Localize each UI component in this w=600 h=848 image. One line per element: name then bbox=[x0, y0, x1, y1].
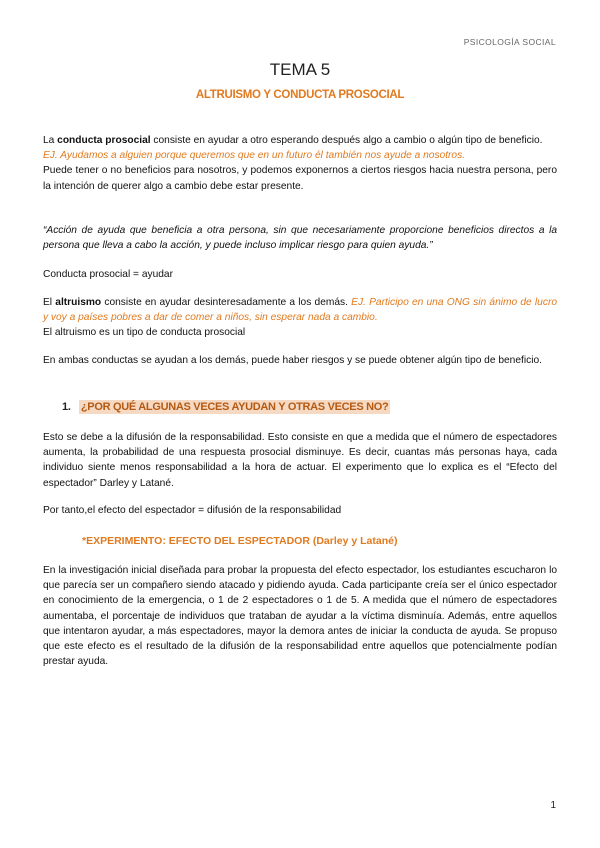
section-number: 1. bbox=[62, 401, 71, 413]
page-number: 1 bbox=[550, 800, 556, 811]
equation-conducta-prosocial: Conducta prosocial = ayudar bbox=[43, 269, 173, 280]
page-subtitle: ALTRUISMO Y CONDUCTA PROSOCIAL bbox=[195, 89, 405, 101]
equation-efecto-espectador: Por tanto,el efecto del espectador = difusión de la responsabilidad bbox=[43, 505, 342, 516]
page-title: TEMA 5 bbox=[269, 60, 331, 79]
paragraph-ambas-conductas: En ambas conductas se ayudan a los demás, puede haber riesgos y se puede obtener algún tipo de beneficio. bbox=[43, 355, 542, 366]
p1-post: consiste en ayudar a otro esperando después algo a cambio o algún tipo de beneficio. bbox=[150, 135, 543, 146]
definition-quote: “Acción de ayuda que beneficia a otra persona, sin que necesariamente proporcione beneficios directos a la persona que lleva a cabo la acción, y puede incluso implicar riesgo para quien ayuda.” bbox=[43, 225, 557, 252]
p3-pre: El bbox=[43, 297, 56, 308]
term-conducta-prosocial: conducta prosocial bbox=[57, 135, 151, 146]
paragraph-beneficios: Puede tener o no beneficios para nosotros, y podemos exponernos a ciertos riesgos hacia nuestra persona, pero la intención de querer algo a cambio debe estar presente. bbox=[43, 165, 557, 192]
paragraph-conducta-prosocial bbox=[43, 133, 557, 194]
section-heading-1 bbox=[62, 401, 390, 413]
paragraph-altruismo-tipo: El altruismo es un tipo de conducta prosocial bbox=[43, 327, 246, 339]
experiment-heading: *EXPERIMENTO: EFECTO DEL ESPECTADOR (Darley y Latané) bbox=[82, 535, 398, 547]
paragraph-altruismo bbox=[43, 295, 557, 341]
example-conducta-prosocial: EJ. Ayudamos a alguien porque queremos que en un futuro él también nos ayude a nosotros. bbox=[43, 150, 466, 162]
running-header: PSICOLOGÍA SOCIAL bbox=[463, 37, 556, 47]
p3-post: consiste en ayudar desinteresadamente a los demás. bbox=[101, 297, 352, 308]
example-altruismo: EJ. Participo en una ONG sin ánimo de lucro y voy a países pobres a dar de comer a niños, sin esperar nada a cambio. bbox=[43, 297, 557, 324]
term-altruismo: altruismo bbox=[55, 297, 102, 308]
paragraph-experimento: En la investigación inicial diseñada para probar la propuesta del efecto espectador, los estudiantes escucharon lo que parecía ser un compañero siendo atacado y pidiendo ayuda. Cada participante creía ser el único espectador en conocimiento de la emergencia, o 1 de 2 espectadores o 1 de 5. A medida que el número de espectadores aumentaba, el porcentaje de individuos que trataban de ayudar a la víctima disminuía. Además, entre aquellos que intentaron ayudar, a más espectadores, mayor la demora antes de iniciar la conducta de ayuda. Se propuso que este efecto es el resultado de la difusión de la responsabilidad entre aquellos que potencialmente podían prestar ayuda. bbox=[43, 565, 557, 668]
p1-pre: La bbox=[43, 135, 58, 146]
section-title: ¿POR QUÉ ALGUNAS VECES AYUDAN Y OTRAS VECES NO? bbox=[80, 401, 389, 413]
paragraph-difusion: Esto se debe a la difusión de la responsabilidad. Esto consiste en que a medida que el número de espectadores aumenta, la probabilidad de una respuesta prosocial disminuye. Es decir, cuantas más personas haya, cada individuo siente menos responsabilidad a la hora de actuar. El experimento que lo explica es el “Efecto del espectador” Darley y Latané. bbox=[43, 432, 557, 489]
